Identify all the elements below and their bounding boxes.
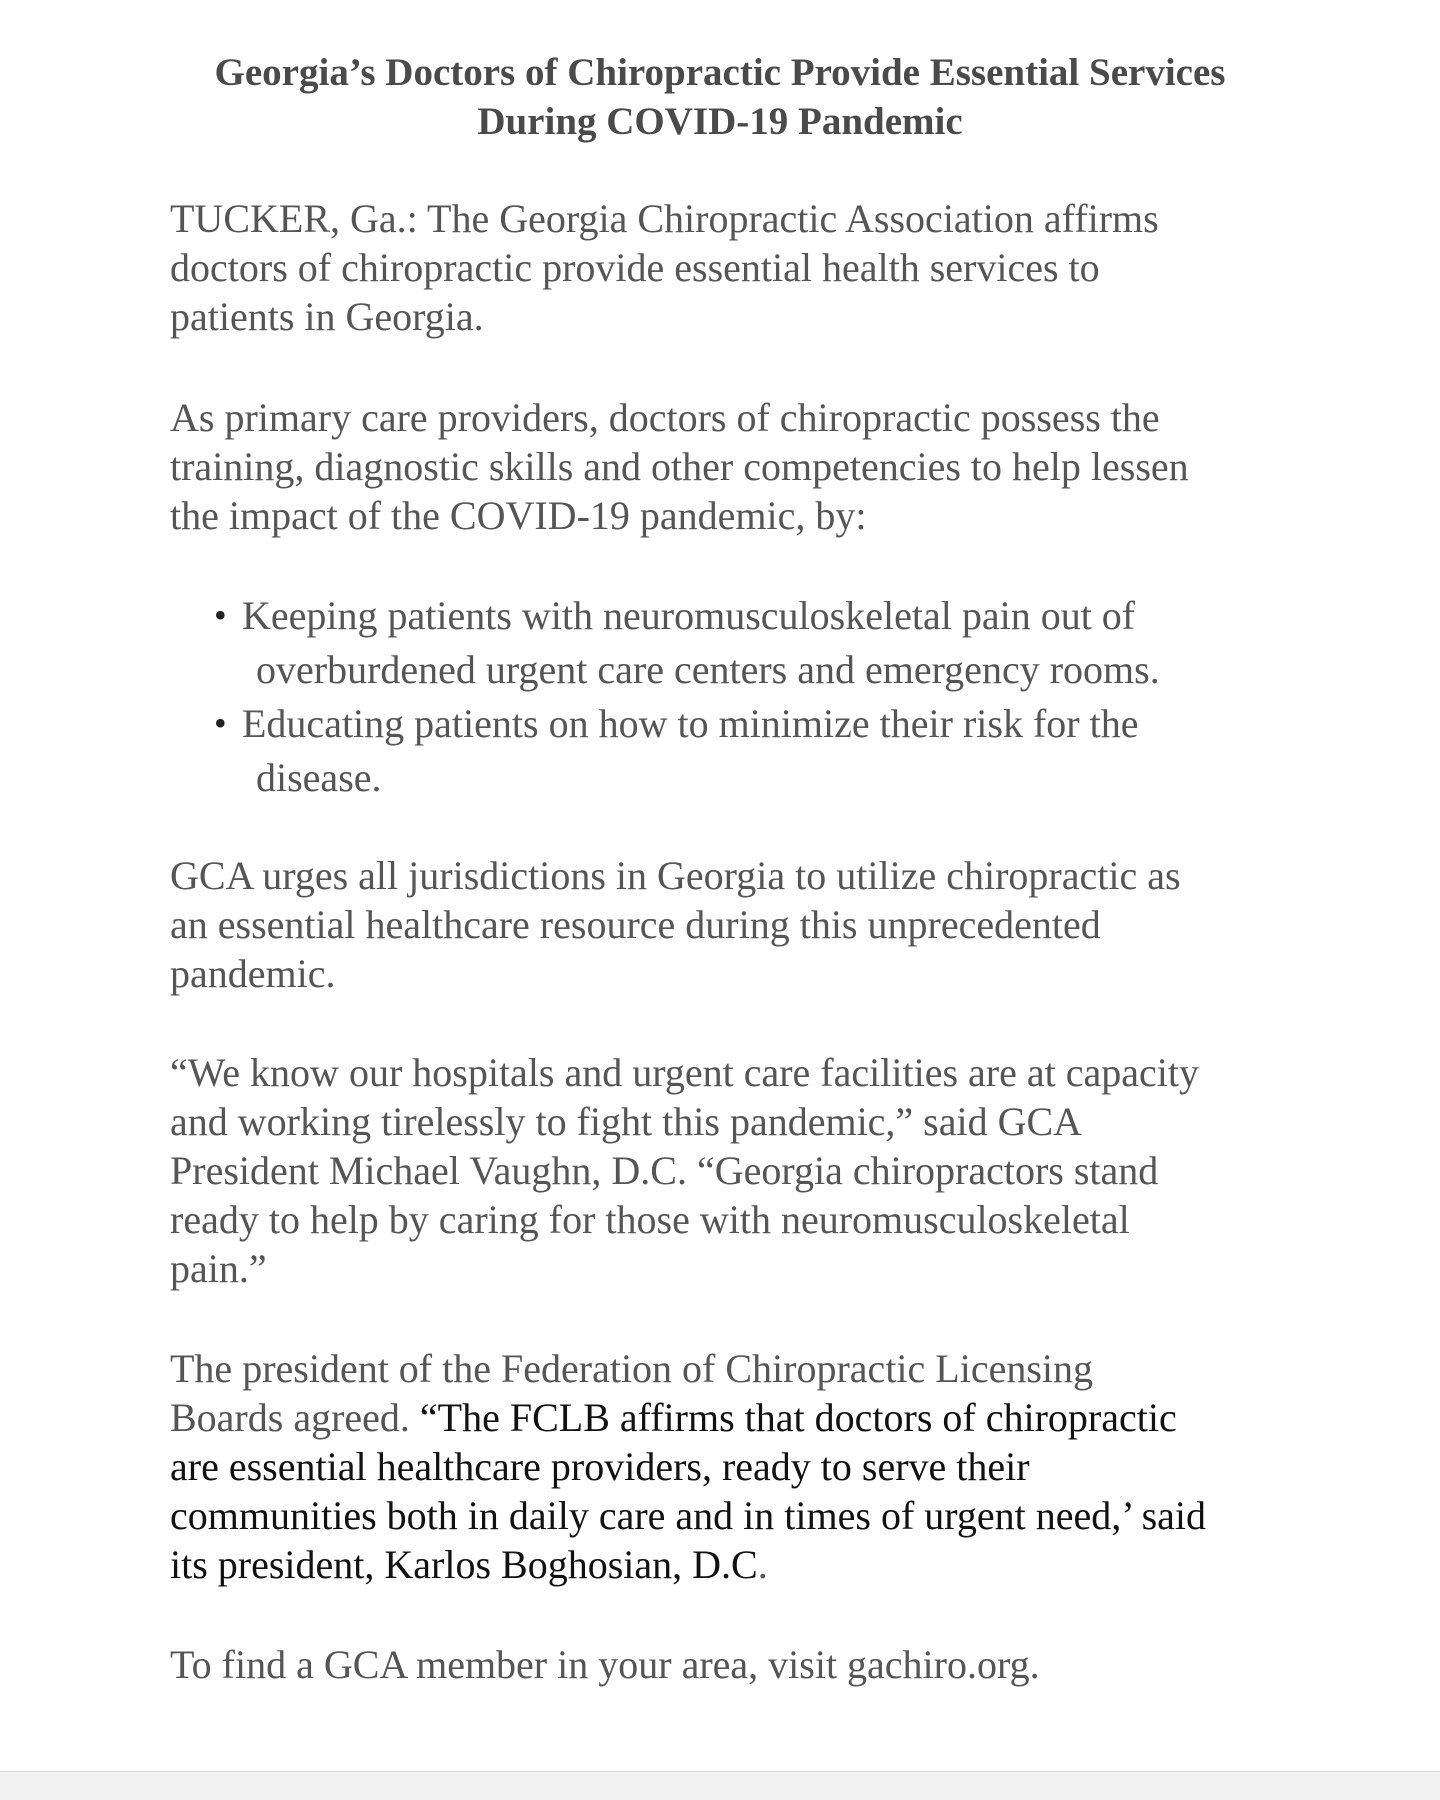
text-line: overburdened urgent care centers and emergency rooms. bbox=[256, 647, 1160, 692]
text-line: GCA urges all jurisdictions in Georgia to utilize chiropractic as bbox=[170, 853, 1181, 898]
text-line: As primary care providers, doctors of chiropractic possess the bbox=[170, 395, 1160, 440]
text-line: the impact of the COVID-19 pandemic, by: bbox=[170, 493, 867, 538]
title-line-2: During COVID-19 Pandemic bbox=[477, 100, 963, 143]
text-line: The president of the Federation of Chiropractic Licensing bbox=[170, 1346, 1094, 1391]
text-line: TUCKER, Ga.: The Georgia Chiropractic Association affirms bbox=[170, 196, 1159, 241]
text-segment-grey: . bbox=[757, 1542, 768, 1587]
bullet-icon: • bbox=[214, 703, 227, 743]
text-line: are essential healthcare providers, ready to serve their bbox=[170, 1444, 1030, 1489]
urges-paragraph bbox=[170, 851, 1300, 998]
text-line: training, diagnostic skills and other competencies to help lessen bbox=[170, 444, 1189, 489]
text-line: doctors of chiropractic provide essential health services to bbox=[170, 245, 1100, 290]
text-line: To find a GCA member in your area, visit gachiro.org. bbox=[170, 1642, 1040, 1687]
text-line: Educating patients on how to minimize their risk for the bbox=[242, 701, 1139, 746]
intro-paragraph bbox=[170, 194, 1300, 341]
text-line: ready to help by caring for those with neuromusculoskeletal bbox=[170, 1197, 1130, 1242]
text-line: pandemic. bbox=[170, 951, 336, 996]
bottom-bar bbox=[0, 1771, 1440, 1800]
quote-paragraph bbox=[170, 1048, 1300, 1293]
bullet-list bbox=[212, 589, 1312, 805]
closing-paragraph bbox=[170, 1640, 1300, 1689]
text-line bbox=[170, 1540, 1300, 1589]
text-segment-dark: “The FCLB affirms that doctors of chiropractic bbox=[419, 1395, 1177, 1440]
text-line: disease. bbox=[256, 755, 382, 800]
fclb-paragraph bbox=[170, 1344, 1300, 1589]
text-line: “We know our hospitals and urgent care facilities are at capacity bbox=[170, 1050, 1199, 1095]
primary-care-paragraph bbox=[170, 393, 1300, 540]
text-line: communities both in daily care and in times of urgent need,’ said bbox=[170, 1493, 1207, 1538]
list-item bbox=[212, 697, 1312, 805]
list-item bbox=[212, 589, 1312, 697]
text-line: patients in Georgia. bbox=[170, 294, 484, 339]
text-segment-dark: its president, Karlos Boghosian, D.C bbox=[170, 1542, 758, 1587]
text-line: and working tirelessly to fight this pandemic,” said GCA bbox=[170, 1099, 1083, 1144]
text-line: Keeping patients with neuromusculoskeletal pain out of bbox=[242, 593, 1136, 638]
text-line: President Michael Vaughn, D.C. “Georgia chiropractors stand bbox=[170, 1148, 1159, 1193]
title-line-1: Georgia’s Doctors of Chiropractic Provide Essential Services bbox=[214, 51, 1226, 94]
bullet-icon: • bbox=[214, 595, 227, 635]
document-title bbox=[150, 48, 1290, 146]
text-line: an essential healthcare resource during this unprecedented bbox=[170, 902, 1101, 947]
text-line: pain.” bbox=[170, 1246, 267, 1291]
text-segment-grey: Boards agreed. bbox=[170, 1395, 420, 1440]
text-line bbox=[170, 1393, 1300, 1442]
